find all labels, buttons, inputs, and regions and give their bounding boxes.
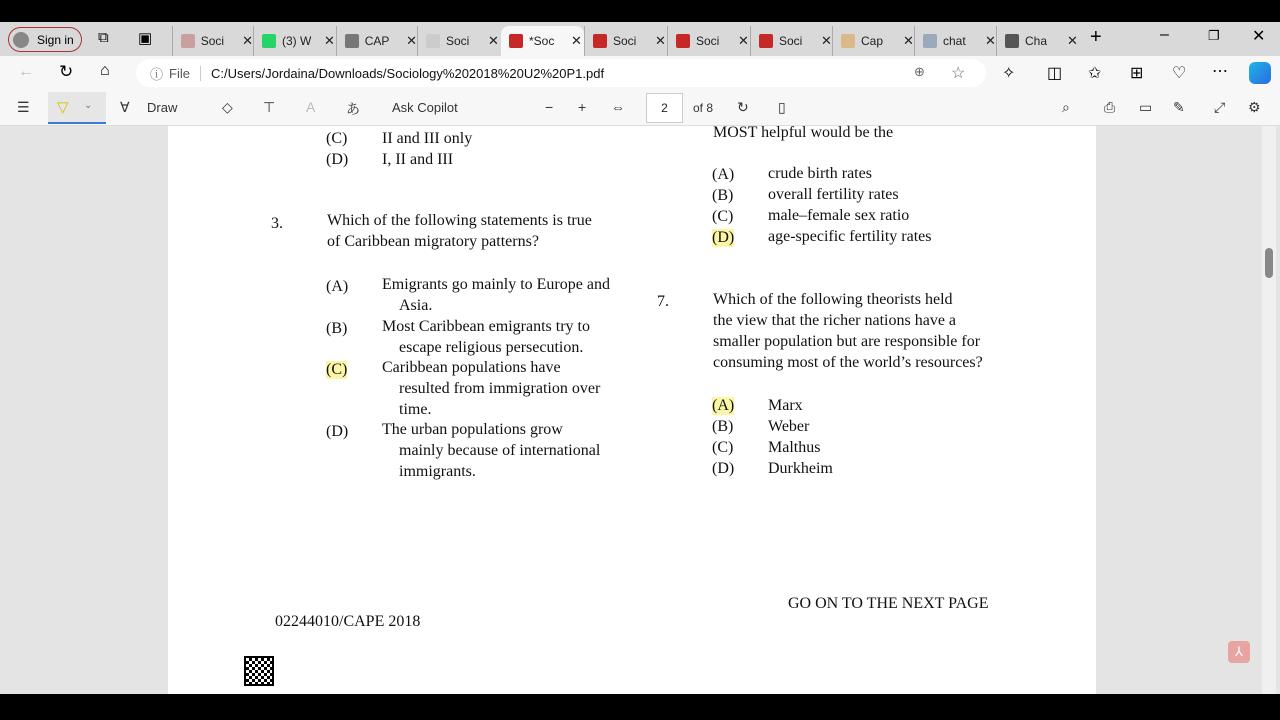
option-text: Malthus xyxy=(768,439,821,456)
browser-tab[interactable] xyxy=(750,26,832,56)
close-tab-icon[interactable]: ✕ xyxy=(738,33,749,48)
close-tab-icon[interactable]: ✕ xyxy=(985,33,996,48)
close-tab-icon[interactable]: ✕ xyxy=(242,33,253,48)
settings-icon[interactable]: ⚙ xyxy=(1248,99,1261,115)
close-tab-icon[interactable]: ✕ xyxy=(903,33,914,48)
back-button[interactable]: ← xyxy=(18,63,34,80)
print-icon[interactable]: ⎙ xyxy=(1104,99,1116,115)
tab-title: CAP xyxy=(364,34,390,48)
question-number: 7. xyxy=(657,293,669,310)
address-bar-row xyxy=(0,56,1280,90)
footer-code: 02244010/CAPE 2018 xyxy=(275,613,421,630)
address-input[interactable] xyxy=(136,59,986,87)
image-icon xyxy=(841,34,855,48)
option-label: (A) xyxy=(712,397,735,414)
page-number-input[interactable]: 2 xyxy=(646,93,683,123)
option-label: (C) xyxy=(326,130,348,147)
pdf-viewer xyxy=(0,126,1280,694)
pdf-page xyxy=(168,126,1096,694)
tab-title: Soci xyxy=(696,34,720,48)
pdf-toolbar xyxy=(0,90,1280,126)
save-icon[interactable]: ▭ xyxy=(1139,99,1153,115)
question-text: smaller population but are responsible for xyxy=(713,333,981,350)
question-text: consuming most of the world’s resources? xyxy=(713,354,983,371)
eraser-icon[interactable]: ◇ xyxy=(222,99,233,115)
pdf-icon xyxy=(676,34,690,48)
tab-title: Cha xyxy=(1025,34,1048,48)
search-icon xyxy=(923,34,937,48)
chatgpt-icon xyxy=(1005,34,1019,48)
question-text: MOST helpful would be the xyxy=(713,124,894,141)
option-text: Marx xyxy=(768,397,803,414)
option-text: escape religious persecution. xyxy=(399,339,584,356)
option-text: Most Caribbean emigrants try to xyxy=(382,318,590,335)
browser-tab[interactable] xyxy=(172,26,253,56)
tab-title: Soci xyxy=(200,34,225,48)
option-text: Emigrants go mainly to Europe and xyxy=(382,276,610,293)
browser-tab[interactable] xyxy=(832,26,914,56)
zoom-out-button[interactable]: − xyxy=(545,99,554,115)
zoom-in-button[interactable]: + xyxy=(578,99,587,115)
browser-tab[interactable] xyxy=(501,26,584,56)
option-text: resulted from immigration over xyxy=(399,380,601,397)
pdf-icon xyxy=(509,34,523,48)
home-button[interactable]: ⌂ xyxy=(100,62,110,79)
highlighter-icon: ▽ xyxy=(57,99,69,116)
scrollbar-thumb[interactable] xyxy=(1265,248,1273,278)
avatar-icon xyxy=(13,32,29,48)
favorites-icon[interactable]: ✩ xyxy=(1088,65,1102,82)
browser-essentials-icon[interactable]: ♡ xyxy=(1172,65,1187,82)
highlight-button[interactable] xyxy=(48,92,106,124)
collections-icon[interactable]: ⊞ xyxy=(1130,65,1144,82)
option-text: overall fertility rates xyxy=(768,186,899,203)
option-text: time. xyxy=(399,401,432,418)
contents-icon[interactable]: ☰ xyxy=(17,99,30,115)
close-window-button[interactable]: ✕ xyxy=(1252,28,1266,45)
question-text: Which of the following theorists held xyxy=(713,291,953,308)
chevron-down-icon: ⌄ xyxy=(84,100,93,111)
option-text: immigrants. xyxy=(399,463,476,480)
new-tab-button[interactable]: + xyxy=(1090,26,1102,48)
browser-tab[interactable] xyxy=(996,26,1080,56)
extensions-icon[interactable]: ✧ xyxy=(1002,65,1016,82)
next-page-note: GO ON TO THE NEXT PAGE xyxy=(788,595,989,612)
option-text: age-specific fertility rates xyxy=(768,228,932,245)
tab-title: chat xyxy=(943,34,966,48)
zoom-icon[interactable]: ⊕ xyxy=(914,64,925,79)
option-label: (A) xyxy=(712,166,735,183)
option-label: (C) xyxy=(712,439,734,456)
scrollbar[interactable] xyxy=(1262,126,1276,694)
tab-title: Cap xyxy=(861,34,884,48)
barcode-image xyxy=(244,656,274,686)
draw-icon: ∀ xyxy=(120,99,130,115)
browser-tab[interactable] xyxy=(417,26,501,56)
whatsapp-icon xyxy=(262,34,276,48)
option-label: (C) xyxy=(326,361,348,378)
question-text: Which of the following statements is true xyxy=(327,212,592,229)
draw-button[interactable]: Draw xyxy=(147,100,178,115)
page-count: of 8 xyxy=(693,101,714,115)
sign-in-label: Sign in xyxy=(37,32,74,47)
fullscreen-icon[interactable]: ⤢ xyxy=(1214,99,1226,115)
option-label: (D) xyxy=(712,229,735,246)
info-icon: ⓘ xyxy=(150,66,164,82)
tab-bar xyxy=(0,22,1280,56)
copyright-icon xyxy=(345,34,359,48)
page-view-icon[interactable]: ▯ xyxy=(778,99,786,115)
option-label: (B) xyxy=(326,320,348,337)
acrobat-icon[interactable]: ⅄ xyxy=(1228,641,1250,663)
ask-copilot-button[interactable]: Ask Copilot xyxy=(392,100,458,115)
option-text: male–female sex ratio xyxy=(768,207,910,224)
option-label: (B) xyxy=(712,187,734,204)
search-icon[interactable]: ⌕ xyxy=(1062,99,1070,115)
tab-title: (3) W xyxy=(282,34,312,48)
question-number: 3. xyxy=(271,215,283,232)
split-screen-icon[interactable]: ◫ xyxy=(1047,65,1063,82)
close-tab-icon[interactable]: ✕ xyxy=(1067,33,1078,48)
option-label: (D) xyxy=(326,151,349,168)
wix-icon xyxy=(426,34,440,48)
close-tab-icon[interactable]: ✕ xyxy=(571,33,582,48)
copilot-icon[interactable] xyxy=(1249,62,1271,84)
question-text: the view that the richer nations have a xyxy=(713,312,957,329)
question-text: of Caribbean migratory patterns? xyxy=(327,233,539,250)
workspaces-icon[interactable]: ⧉ xyxy=(98,29,109,46)
browser-tab[interactable] xyxy=(914,26,996,56)
save-as-icon[interactable]: ✎ xyxy=(1173,99,1185,115)
minimize-button[interactable]: – xyxy=(1160,26,1169,43)
refresh-button[interactable]: ↻ xyxy=(59,62,74,81)
close-tab-icon[interactable]: ✕ xyxy=(406,33,417,48)
fit-width-icon[interactable]: ⇔ xyxy=(611,99,625,115)
read-aloud-icon[interactable]: A xyxy=(306,99,316,115)
browser-tab[interactable] xyxy=(667,26,750,56)
option-text: The urban populations grow xyxy=(382,421,563,438)
pdf-icon xyxy=(593,34,607,48)
favorite-star-icon[interactable]: ☆ xyxy=(951,65,966,82)
tab-actions-icon[interactable]: ▣ xyxy=(138,30,153,47)
tab-title: Soci xyxy=(446,34,470,48)
more-menu-icon[interactable]: ⋯ xyxy=(1212,63,1228,80)
pdf-icon xyxy=(759,34,773,48)
close-tab-icon[interactable]: ✕ xyxy=(324,33,335,48)
close-tab-icon[interactable]: ✕ xyxy=(488,33,499,48)
option-label: (D) xyxy=(712,460,735,477)
option-text: Caribbean populations have xyxy=(382,359,561,376)
option-text: I, II and III xyxy=(382,151,454,168)
browser-tab[interactable] xyxy=(253,26,336,56)
option-text: mainly because of international xyxy=(399,442,601,459)
restore-button[interactable]: ❐ xyxy=(1208,28,1220,43)
rotate-icon[interactable]: ↻ xyxy=(737,99,749,115)
option-label: (B) xyxy=(712,418,734,435)
option-text: Weber xyxy=(768,418,810,435)
option-label: (D) xyxy=(326,423,349,440)
translate-icon[interactable]: あ xyxy=(346,101,360,117)
option-text: crude birth rates xyxy=(768,165,872,182)
browser-tab[interactable] xyxy=(336,26,417,56)
option-text: II and III only xyxy=(382,130,473,147)
sign-in-button[interactable] xyxy=(8,27,82,52)
option-label: (A) xyxy=(326,278,349,295)
text-box-icon[interactable]: ⊤ xyxy=(263,99,276,115)
tab-title: Soci xyxy=(613,34,637,48)
file-label: File xyxy=(169,66,201,81)
close-tab-icon[interactable]: ✕ xyxy=(655,33,666,48)
tab-title: *Soc xyxy=(529,34,555,48)
url-text: C:/Users/Jordaina/Downloads/Sociology%202018%20U2%20P1.pdf xyxy=(210,65,605,81)
gmail-icon xyxy=(181,34,195,48)
option-text: Asia. xyxy=(399,297,433,314)
option-text: Durkheim xyxy=(768,460,833,477)
option-label: (C) xyxy=(712,208,734,225)
browser-tab[interactable] xyxy=(584,26,667,56)
tab-title: Soci xyxy=(779,34,803,48)
close-tab-icon[interactable]: ✕ xyxy=(821,33,832,48)
